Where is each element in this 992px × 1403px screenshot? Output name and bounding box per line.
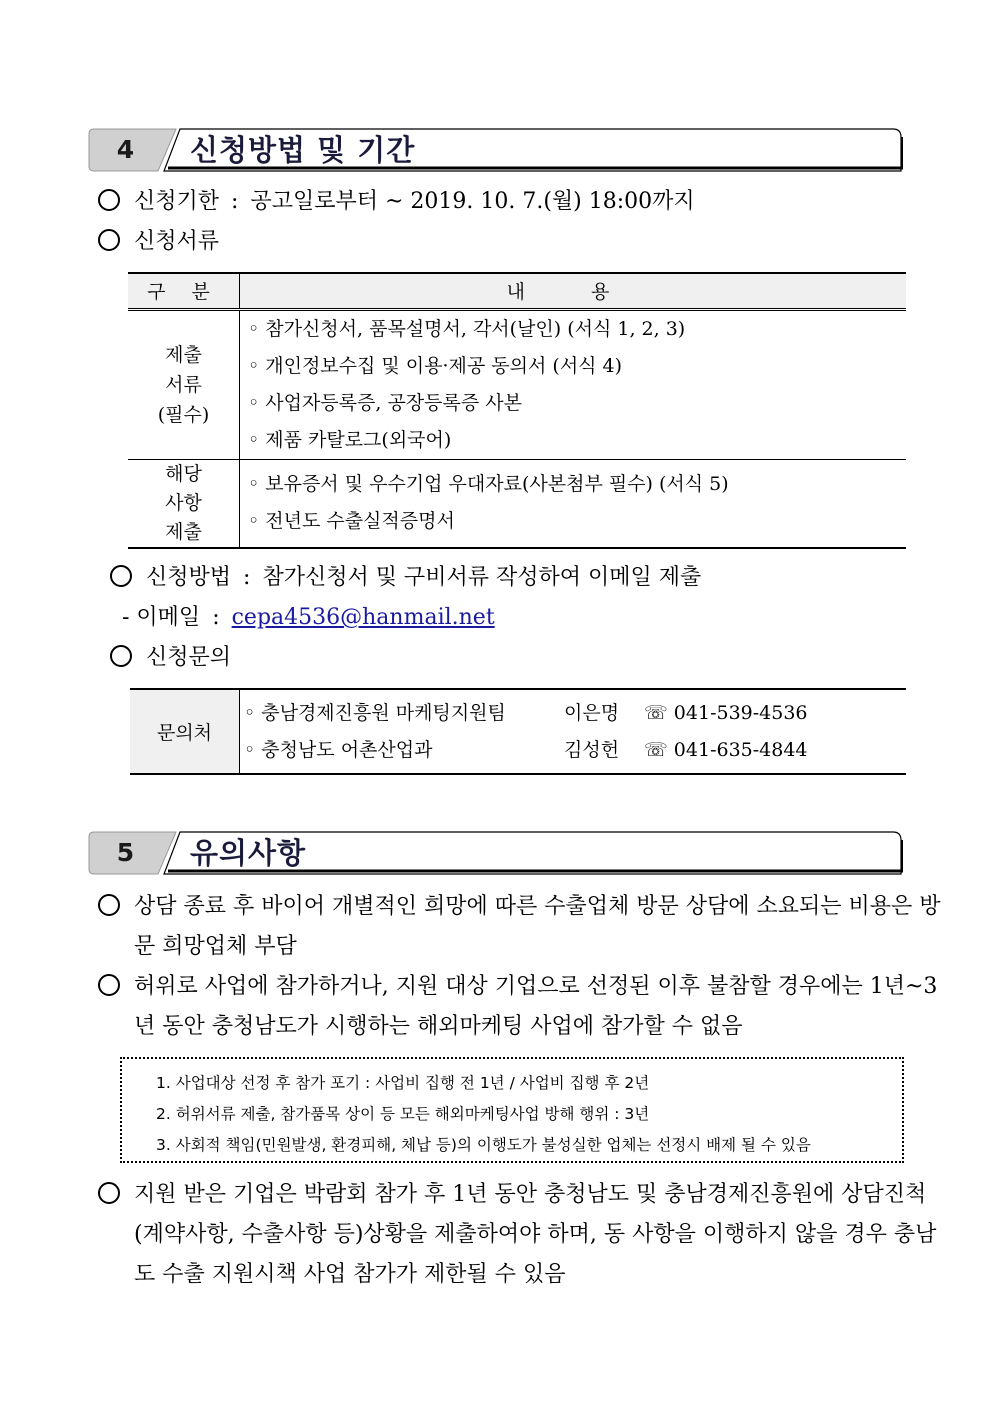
note-item: 1. 사업대상 선정 후 참가 포기 : 사업비 집행 전 1년 / 사업비 집행 후 2년 (156, 1074, 650, 1092)
penalty-note-box (120, 1057, 904, 1163)
table-row (128, 309, 906, 459)
header-category: 구 분 (128, 273, 240, 309)
section-4-header (88, 128, 903, 172)
list-item: ◦ 제품 카탈로그(외국어) (248, 428, 452, 451)
inquiry-label: 신청문의 (146, 645, 232, 670)
contact-person: 이은명 (564, 701, 620, 724)
notice-bullet-2: 허위로 사업에 참가하거나, 지원 대상 기업으로 선정된 이후 불참할 경우에는 1년~3년 동안 충청남도가 시행하는 해외마케팅 사업에 참가할 수 없음 (98, 967, 942, 1047)
docs-line (98, 227, 219, 257)
header-content: 내 용 (240, 273, 907, 309)
circle-bullet-icon (98, 894, 120, 916)
section-number: 4 (116, 135, 135, 164)
section-number: 5 (116, 838, 135, 867)
section-title: 유의사항 (190, 836, 307, 870)
section-5-header (88, 831, 903, 875)
email-link[interactable]: cepa4536@hanmail.net (231, 605, 495, 630)
deadline-value: 공고일로부터 ~ 2019. 10. 7.(월) 18:00까지 (250, 189, 695, 214)
email-line: - 이메일 : cepa4536@hanmail.net (122, 605, 495, 630)
category-cell: 제출 서류 (필수) (128, 309, 240, 459)
contact-phone: ☏ 041-539-4536 (644, 701, 808, 724)
content-cell (240, 459, 907, 548)
contact-label: 문의처 (130, 689, 240, 774)
notice-bullet-1: 상담 종료 후 바이어 개별적인 희망에 따른 수출업체 방문 상담에 소요되는 비용은 방문 희망업체 부담 (98, 887, 942, 967)
list-item: ◦ 보유증서 및 우수기업 우대자료(사본첨부 필수) (서식 5) (248, 473, 729, 495)
circle-bullet-icon (110, 645, 132, 667)
contact-phone: ☏ 041-635-4844 (644, 738, 808, 761)
docs-table (128, 272, 906, 549)
method-value: 참가신청서 및 구비서류 작성하여 이메일 제출 (262, 565, 702, 590)
list-item: ◦ 개인정보수집 및 이용·제공 동의서 (서식 4) (248, 354, 623, 377)
deadline-line: 신청기한 : 공고일로부터 ~ 2019. 10. 7.(월) 18:00까지 (98, 187, 695, 217)
deadline-label: 신청기한 (134, 189, 220, 214)
contact-org: ◦ 충청남도 어촌산업과 (244, 738, 433, 761)
inquiry-line (110, 643, 231, 673)
contact-row (244, 732, 906, 769)
list-item: ◦ 사업자등록증, 공장등록증 사본 (248, 391, 522, 414)
table-row (128, 459, 906, 548)
category-cell: 해당 사항 제출 (128, 459, 240, 548)
method-label: 신청방법 (146, 565, 232, 590)
circle-bullet-icon (110, 565, 132, 587)
circle-bullet-icon (98, 189, 120, 211)
notice-bullet-3: 지원 받은 기업은 박람회 참가 후 1년 동안 충청남도 및 충남경제진흥원에 상담진척(계약사항, 수출사항 등)상황을 제출하여야 하며, 동 사항을 이행하지 않을 경우 충남도 수출 지원시책 사업 참가가 제한될 수 있음 (98, 1175, 942, 1295)
contact-person: 김성헌 (564, 738, 620, 761)
docs-label: 신청서류 (134, 229, 220, 254)
email-label: - 이메일 (122, 605, 201, 630)
section-title: 신청방법 및 기간 (190, 133, 416, 167)
contact-cell (240, 689, 907, 774)
list-item: ◦ 참가신청서, 품목설명서, 각서(날인) (서식 1, 2, 3) (248, 317, 686, 340)
contact-org: ◦ 충남경제진흥원 마케팅지원팀 (244, 701, 506, 724)
circle-bullet-icon (98, 1182, 120, 1204)
content-cell (240, 309, 907, 459)
contact-row (244, 695, 906, 732)
contact-table (130, 688, 906, 775)
list-item: ◦ 전년도 수출실적증명서 (248, 510, 455, 532)
circle-bullet-icon (98, 229, 120, 251)
note-item: 3. 사회적 책임(민원발생, 환경피해, 체납 등)의 이행도가 불성실한 업체는 선정시 배제 될 수 있음 (156, 1136, 811, 1154)
circle-bullet-icon (98, 974, 120, 996)
method-line: 신청방법 : 참가신청서 및 구비서류 작성하여 이메일 제출 (110, 563, 701, 593)
note-item: 2. 허위서류 제출, 참가품목 상이 등 모든 해외마케팅사업 방해 행위 : 3년 (156, 1105, 650, 1123)
